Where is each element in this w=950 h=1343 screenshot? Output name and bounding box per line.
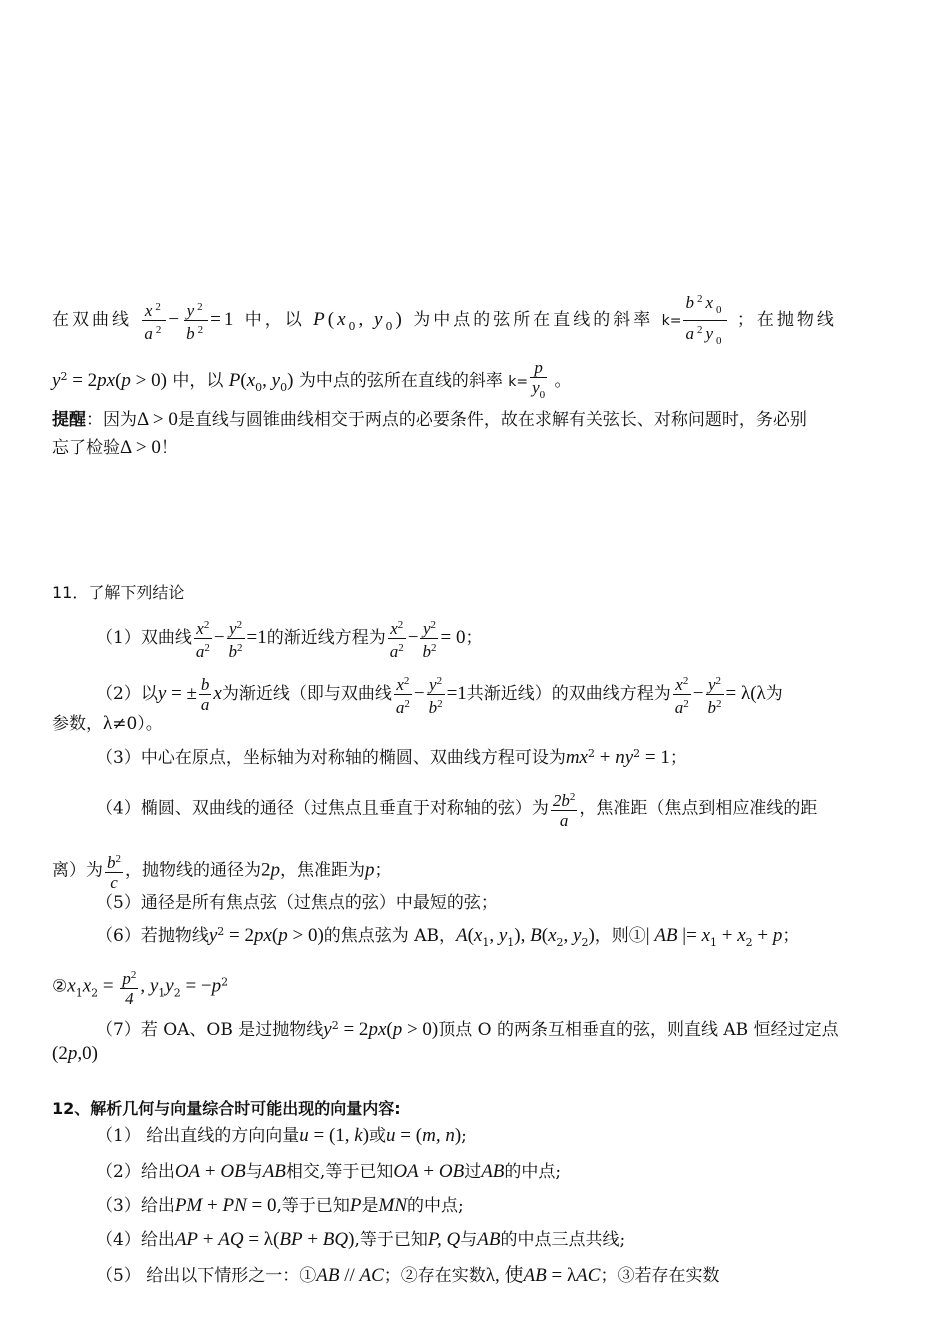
section-11-item-6: （6）若抛物线$y^2 = 2px(p > 0)$的焦点弦为 AB，$A(x_1$, $y_1$), $B(x_2$, $y_2$)，则①| AB |= $x_1 + x_2 + p$； (96, 925, 800, 949)
text: 的中点; (504, 1162, 562, 1182)
section-12-item-5: （5） 给出以下情形之一：①AB // AC；②存在实数λ, 使AB = λAC；③若存在实数 (96, 1265, 720, 1286)
text: 为中点的弦所在直线的斜率 (413, 310, 654, 330)
text: 的渐近线方程为 (266, 628, 386, 648)
text: ,等于已知 (276, 1196, 350, 1216)
formula: $\frac{y^2}{b^2}$ (184, 298, 208, 343)
para-parabola-chord: $y^2 = 2px(p > 0)$ 中，以 $P(x_0$, $y_0$) 为中点的弦所在直线的斜率 k= $\frac{p}{y_0}$ 。 (52, 358, 900, 405)
text: k= (508, 374, 529, 390)
text: ：因为 (86, 410, 137, 430)
text: （2）以 (96, 684, 158, 704)
text: 离）为 (52, 860, 103, 881)
section-12-item-1: （1） 给出直线的方向向量u = (1, k)或u = (m, n); (96, 1125, 467, 1146)
text: 中，以 (244, 310, 305, 330)
text: 中，以 (172, 371, 224, 391)
formula: y (52, 370, 61, 391)
text: 共渐近线）的双曲线方程为 (466, 684, 671, 704)
text: （1）双曲线 (96, 628, 192, 648)
text: 在双曲线 (52, 310, 132, 330)
section-11-item-2: （2）以y = ± $\frac{b}{a}$ x为渐近线（即与双曲线 $\frac{x^2}{a^2}$ − $\frac{y^2}{b^2}$ =1共渐近线）的双曲线方程为 $\frac{x^2}{a^2}$ − $\frac{y^2}{b^2}$ = λ(λ为 (96, 672, 900, 717)
text: ；②存在实数 (383, 1266, 486, 1286)
section-12-item-4: （4）给出AP + AQ = λ(BP + BQ),等于已知P, Q与AB的中点三点共线; (96, 1229, 626, 1250)
text: （3）中心在原点，坐标轴为对称轴的椭圆、双曲线方程可设为 (96, 748, 566, 768)
text: 为渐近线（即与双曲线 (221, 684, 392, 704)
formula: $\frac{p}{y_0}$ (532, 358, 546, 401)
text: ； (782, 926, 800, 946)
text: 为 (765, 684, 783, 704)
text: ；在抛物线 (736, 310, 837, 330)
text: ； (465, 628, 483, 648)
text: ≠0）。 (112, 714, 163, 734)
text: 参数， (52, 714, 103, 734)
text: （7）若 OA、OB 是过抛物线 (96, 1020, 324, 1040)
section-11-title: 11．了解下列结论 (52, 583, 185, 602)
text: 的焦点弦为 AB， (323, 926, 456, 946)
formula: $\frac{b^2x_0}{a^2y_0}$ (683, 290, 726, 351)
text: 忘了检验 (52, 438, 120, 458)
section-11-item-4-cont: 离）为 $\frac{b^2}{c}$ ，抛物线的通径为2p，焦准距为p； (52, 850, 900, 892)
section-11-item-2-cont: 参数，λ≠0）。 (52, 713, 163, 734)
tip-line-1: 提醒：因为Δ > 0是直线与圆锥曲线相交于两点的必要条件，故在求解有关弦长、对称问题时，务必别 (52, 409, 807, 430)
section-11-item-7: （7）若 OA、OB 是过抛物线$y^2 = 2px(p > 0)$顶点 O 的两条互相垂直的弦，则直线 AB 恒经过定点 (96, 1019, 839, 1040)
section-11-item-4: （4）椭圆、双曲线的通径（过焦点且垂直于对称轴的弦）为 $\frac{2b^2}{a}$ ，焦准距（焦点到相应准线的距 (96, 788, 900, 830)
text: ； (669, 748, 687, 768)
text: ，焦准距为 (280, 860, 365, 881)
text: 与 (245, 1162, 263, 1182)
section-12-item-3: （3）给出PM + PN = 0,等于已知P是MN的中点; (96, 1195, 464, 1216)
text: ，焦准距（焦点到相应准线的距 (579, 798, 818, 819)
section-11-item-5: （5）通径是所有焦点弦（过焦点的弦）中最短的弦； (96, 893, 498, 913)
text: ； (374, 860, 392, 881)
section-11-item-6-cont: $②x_1x_2$ = $\frac{p^2}{4}$ , $y_1y_2 = -p^2$ (52, 966, 900, 1008)
text: 或 (369, 1126, 387, 1146)
text: ，则① (594, 926, 646, 946)
text: ,等于已知 (354, 1230, 428, 1250)
text: 顶点 O 的两条互相垂直的弦，则直线 AB 恒经过定点 (438, 1020, 839, 1040)
text: 过 (464, 1162, 482, 1182)
tip-line-2: 忘了检验Δ > 0！ (52, 437, 178, 458)
text: 是直线与圆锥曲线相交于两点的必要条件，故在求解有关弦长、对称问题时，务必别 (177, 410, 807, 430)
text: （4）椭圆、双曲线的通径（过焦点且垂直于对称轴的弦）为 (96, 798, 549, 819)
section-11-item-7-cont: (2p,0) (52, 1043, 98, 1064)
text: ② (52, 976, 68, 997)
text: （5） 给出以下情形之一：① (96, 1266, 317, 1286)
text: 的中点; (407, 1196, 464, 1216)
text: （3）给出 (96, 1196, 175, 1216)
text: （6）若抛物线 (96, 926, 209, 946)
text: 。 (554, 371, 572, 391)
formula: P (228, 370, 241, 391)
text: 与 (460, 1230, 478, 1250)
para-hyperbola-chord: 在双曲线 $\frac{x^2}{a^2}$ − $\frac{y^2}{b^2}$ =1 中，以 $P(x_0$, $y_0$) 为中点的弦所在直线的斜率 k= $\frac{b^2x_0}{a^2y_0}$ ；在抛物线 (52, 290, 900, 351)
section-12-title: 12、解析几何与向量综合时可能出现的向量内容: (52, 1099, 401, 1118)
text: 的中点三点共线; (500, 1230, 626, 1250)
text: k= (661, 313, 682, 329)
text: （1） 给出直线的方向向量 (96, 1126, 300, 1146)
tip-label: 提醒 (52, 410, 86, 430)
text: ; (461, 1126, 467, 1146)
text: 相交,等于已知 (285, 1162, 394, 1182)
section-12-item-2: （2）给出OA + OB与AB相交,等于已知OA + OB过AB的中点; (96, 1161, 562, 1182)
section-11-item-1: （1）双曲线 $\frac{x^2}{a^2}$ − $\frac{y^2}{b^2}$ =1的渐近线方程为 $\frac{x^2}{a^2}$ − $\frac{y^2}{b^2}$ = 0； (96, 616, 900, 661)
text: 为中点的弦所在直线的斜率 (298, 371, 503, 391)
text: ；③若存在实数 (600, 1266, 720, 1286)
text: 是 (361, 1196, 379, 1216)
text: ，抛物线的通径为 (125, 860, 261, 881)
text: （2）给出 (96, 1162, 175, 1182)
formula: P (313, 309, 328, 330)
formula: $\frac{x^2}{a^2}$ (142, 298, 166, 343)
text: （4）给出 (96, 1230, 175, 1250)
text: ！ (160, 438, 178, 458)
section-11-item-3: （3）中心在原点，坐标轴为对称轴的椭圆、双曲线方程可设为$mx^2 + ny^2 = 1$； (96, 747, 687, 768)
